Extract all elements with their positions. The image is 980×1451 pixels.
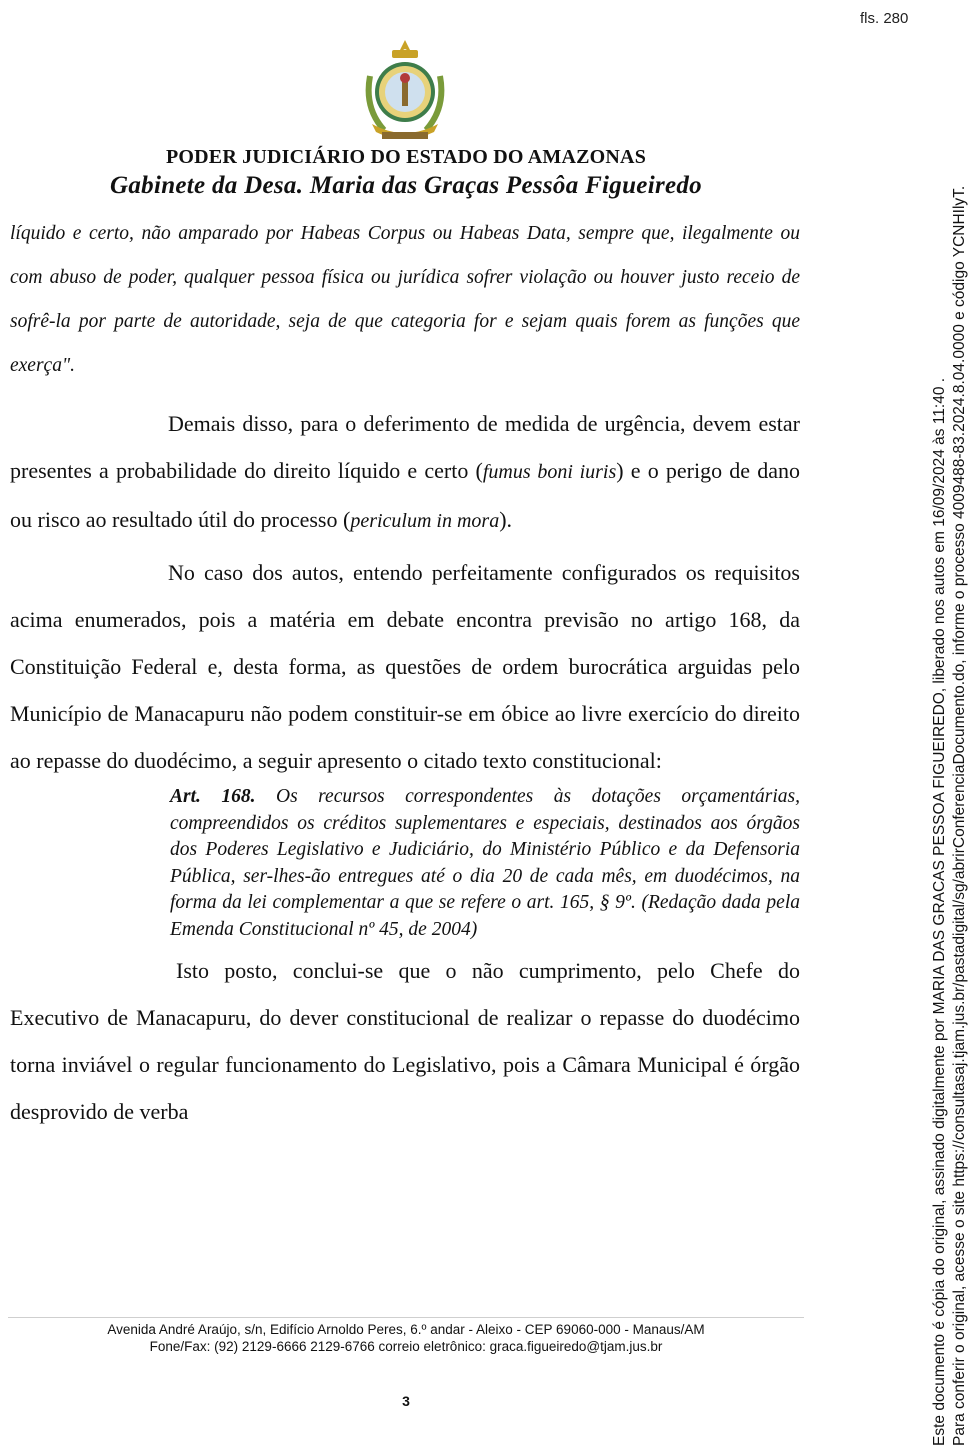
digital-signature-note <box>930 186 970 1446</box>
page-number: 3 <box>402 1393 410 1409</box>
constitution-citation <box>170 784 800 943</box>
signature-note-line-1: Este documento é cópia do original, assinado digitalmente por MARIA DAS GRACAS PESSOA FIGUEIREDO, liberado nos autos em 16/09/2024 às 11:40 . <box>931 377 948 1446</box>
paragraph-requirements: No caso dos autos, entendo perfeitamente configurados os requisitos acima enumerados, pois a matéria em debate encontra previsão no artigo 168, da Constituição Federal e, desta forma, as questões de ordem burocrática arguidas pelo Município de Manacapuru não podem constituir-se em óbice ao livre exercício do direito ao repasse do duodécimo, a seguir apresento o citado texto constitucional: <box>10 560 800 773</box>
quote-text: líquido e certo, não amparado por Habeas Corpus ou Habeas Data, sempre que, ilegalmente ou com abuso de poder, qualquer pessoa física ou jurídica sofrer violação ou houver justo receio de sofrê-la por parte de autoridade, seja de que categoria for e sejam quais forem as funções que exerça". <box>10 223 800 376</box>
page-stamp: fls. 280 <box>860 10 909 27</box>
paragraph-urgency-text-2: ) e o perigo de dano ou risco ao resultado útil do processo ( <box>10 458 800 532</box>
footer-address: Avenida André Araújo, s/n, Edifício Arnoldo Peres, 6.º andar - Aleixo - CEP 69060-000 - Manaus/AM <box>107 1322 705 1337</box>
periculum-in-mora: periculum in mora <box>350 510 500 532</box>
document-body <box>10 212 800 1135</box>
footer-contact: Fone/Fax: (92) 2129-6666 2129-6766 correio eletrônico: graca.figueiredo@tjam.jus.br <box>149 1339 663 1354</box>
cabinet-name: Gabinete da Desa. Maria das Graças Pessôa Figueiredo <box>110 172 702 199</box>
court-name: PODER JUDICIÁRIO DO ESTADO DO AMAZONAS <box>165 146 647 168</box>
signature-note-line-2: Para conferir o original, acesse o site https://consultasaj.tjam.jus.br/pastadigital/sg/abrirConferenciaDocumento.do, informe o processo 4009488-83.2024.8.04.0000 e código YCNHIlyT. <box>951 185 968 1446</box>
coat-of-arms-icon <box>362 38 448 142</box>
paragraph-urgency <box>10 400 800 545</box>
fumus-boni-iuris: fumus boni iuris <box>482 461 617 483</box>
paragraph-urgency-text-1: Demais disso, para o deferimento de medida de urgência, devem estar presentes a probabilidade do direito líquido e certo ( <box>10 411 800 483</box>
page-footer <box>8 1317 804 1355</box>
citation-text: Os recursos correspondentes às dotações orçamentárias, compreendidos os créditos suplementares e especiais, destinados aos órgãos dos Poderes Legislativo e Judiciário, do Ministério Público e da Defensoria Pública, ser-lhes-ão entregues até o dia 20 de cada mês, em duodécimos, na forma da lei complementar a que se refere o art. 165, § 9º. (Redação dada pela Emenda Constitucional nº 45, de 2004) <box>170 786 801 940</box>
citation-label: Art. 168. <box>170 786 256 807</box>
paragraph-urgency-text-3: ). <box>499 507 513 532</box>
paragraph-conclusion: Isto posto, conclui-se que o não cumprimento, pelo Chefe do Executivo de Manacapuru, do dever constitucional de realizar o repasse do duodécimo torna inviável o regular funcionamento do Legislativo, pois a Câmara Municipal é órgão desprovido de verba <box>10 958 800 1124</box>
